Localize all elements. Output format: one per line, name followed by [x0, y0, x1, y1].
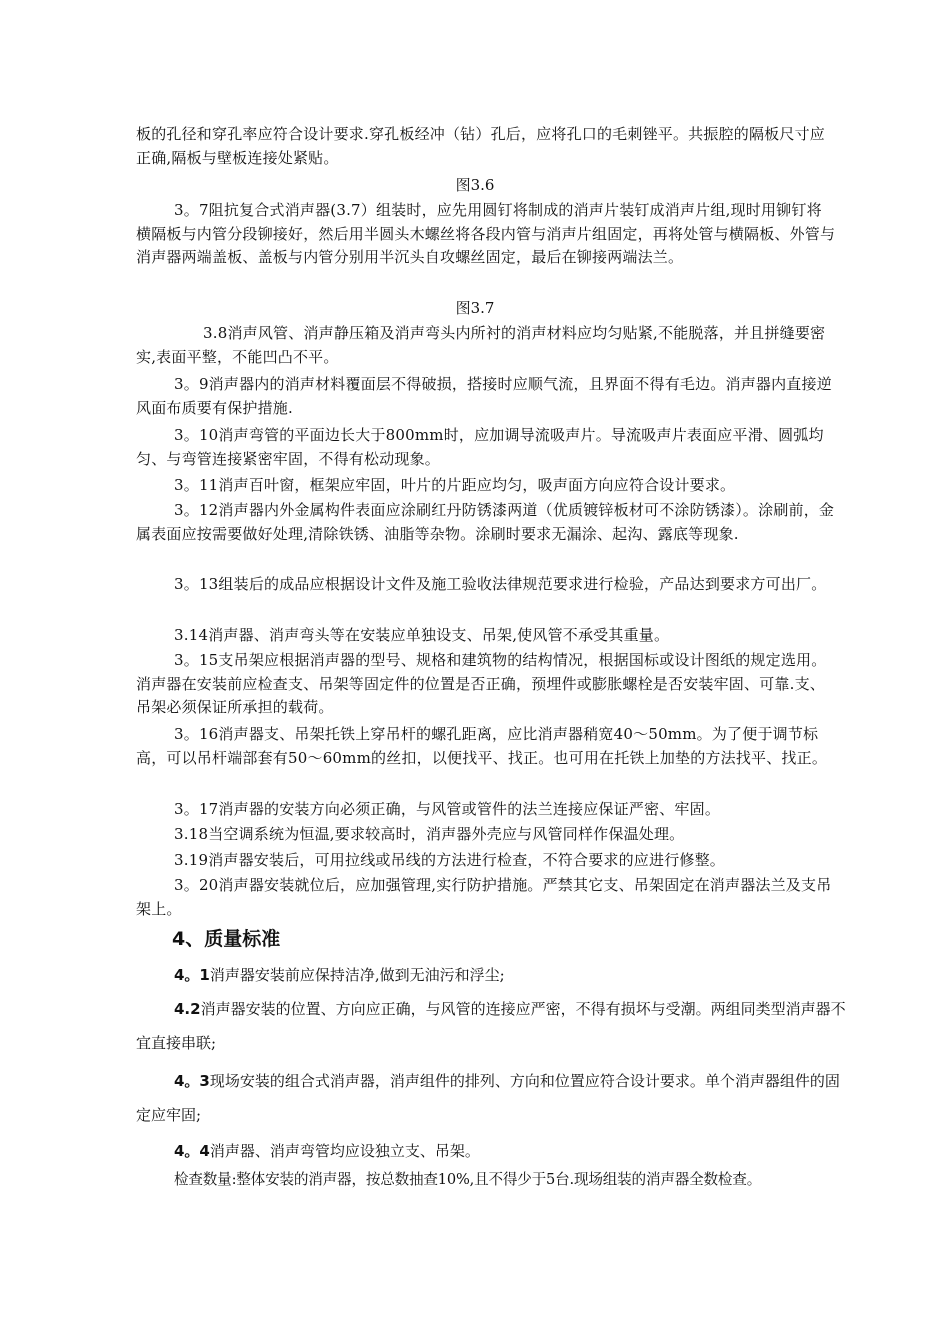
- item-number: 4.2: [174, 1000, 201, 1018]
- paragraph-3-14: 3.14消声器、消声弯头等在安装应单独设支、吊架,使风管不承受其重量。: [174, 626, 670, 644]
- paragraph-3-16: 3。16消声器支、吊架托铁上穿吊杆的螺孔距离，应比消声器稍宽40～50mm。为了便于调节标高，可以吊杆端部套有50～60mm的丝扣，以便找平、找正。也可用在托铁上加垫的方法找平、找正。: [136, 725, 828, 767]
- paragraph-3-7: 3。7阻抗复合式消声器(3.7）组装时，应先用圆钉将制成的消声片装钉成消声片组,现时用铆钉将横隔板与内管分段铆接好，然后用半圆头木螺丝将各段内管与消声片组固定，再将处管与横隔板、外管与消声器两端盖板、盖板与内管分别用半沉头自攻螺丝固定，最后在铆接两端法兰。: [136, 201, 836, 266]
- paragraph-3-17: 3。17消声器的安装方向必须正确，与风管或管件的法兰连接应保证严密、牢固。: [174, 800, 721, 818]
- section-heading-quality-standard: 4、质量标准: [172, 928, 281, 950]
- paragraph-3-8: 3.8消声风管、消声静压箱及消声弯头内所衬的消声材料应均匀贴紧,不能脱落，并且拼缝要密实,表面平整，不能凹凸不平。: [136, 324, 826, 366]
- item-number: 4。4: [174, 1142, 210, 1160]
- item-number: 4。3: [174, 1072, 210, 1090]
- figure-caption-3-6: 图3.6: [455, 176, 495, 194]
- paragraph-3-19: 3.19消声器安装后，可用拉线或吊线的方法进行检查，不符合要求的应进行修整。: [174, 851, 726, 869]
- paragraph-3-12: 3。12消声器内外金属构件表面应涂刷红丹防锈漆两道（优质镀锌板材可不涂防锈漆）。涂刷前，金属表面应按需要做好处理,清除铁锈、油脂等杂物。涂刷时要求无漏涂、起沟、露底等现象.: [136, 501, 835, 543]
- paragraph-3-11: 3。11消声百叶窗，框架应牢固，叶片的片距应均匀，吸声面方向应符合设计要求。: [174, 476, 736, 494]
- figure-caption-3-7: 图3.7: [455, 299, 495, 317]
- paragraph-3-13: 3。13组装后的成品应根据设计文件及施工验收法律规范要求进行检验，产品达到要求方可出厂。: [174, 575, 827, 593]
- paragraph-3-10: 3。10消声弯管的平面边长大于800mm时，应加调导流吸声片。导流吸声片表面应平滑、圆弧均匀、与弯管连接紧密牢固，不得有松动现象。: [136, 426, 824, 468]
- inspection-quantity-note: 检查数量:整体安装的消声器，按总数抽查10%,且不得少于5台.现场组装的消声器全数检查。: [174, 1171, 762, 1188]
- quality-item-4-1: [136, 958, 846, 992]
- paragraph-3-18: 3.18当空调系统为恒温,要求较高时，消声器外壳应与风管同样作保温处理。: [174, 825, 685, 843]
- item-number: 4。1: [174, 966, 210, 984]
- quality-item-4-2: [136, 992, 846, 1060]
- paragraph-continuation: 板的孔径和穿孔率应符合设计要求.穿孔板经冲（钻）孔后，应将孔口的毛刺锉平。共振腔的隔板尺寸应正确,隔板与壁板连接处紧贴。: [136, 125, 825, 167]
- paragraph-3-20: 3。20消声器安装就位后，应加强管理,实行防护措施。严禁其它支、吊架固定在消声器法兰及支吊架上。: [136, 876, 832, 918]
- paragraph-3-15: 3。15支吊架应根据消声器的型号、规格和建筑物的结构情况，根据国标或设计图纸的规定选用。消声器在安装前应检查支、吊架等固定件的位置是否正确，预埋件或膨胀螺栓是否安装牢固、可靠.支、吊架必须保证所承担的载荷。: [136, 651, 827, 716]
- quality-item-4-3: [136, 1064, 846, 1132]
- item-text: 消声器安装的位置、方向应正确，与风管的连接应严密，不得有损坏与受潮。两组同类型消声器不宜直接串联;: [136, 1000, 846, 1052]
- item-text: 现场安装的组合式消声器，消声组件的排列、方向和位置应符合设计要求。单个消声器组件的固定应牢固;: [136, 1072, 840, 1124]
- paragraph-3-9: 3。9消声器内的消声材料覆面层不得破损，搭接时应顺气流，且界面不得有毛边。消声器内直接逆风面布质要有保护措施.: [136, 375, 832, 417]
- item-text: 消声器、消声弯管均应设独立支、吊架。: [209, 1142, 480, 1160]
- item-text: 消声器安装前应保持洁净,做到无油污和浮尘;: [209, 966, 505, 984]
